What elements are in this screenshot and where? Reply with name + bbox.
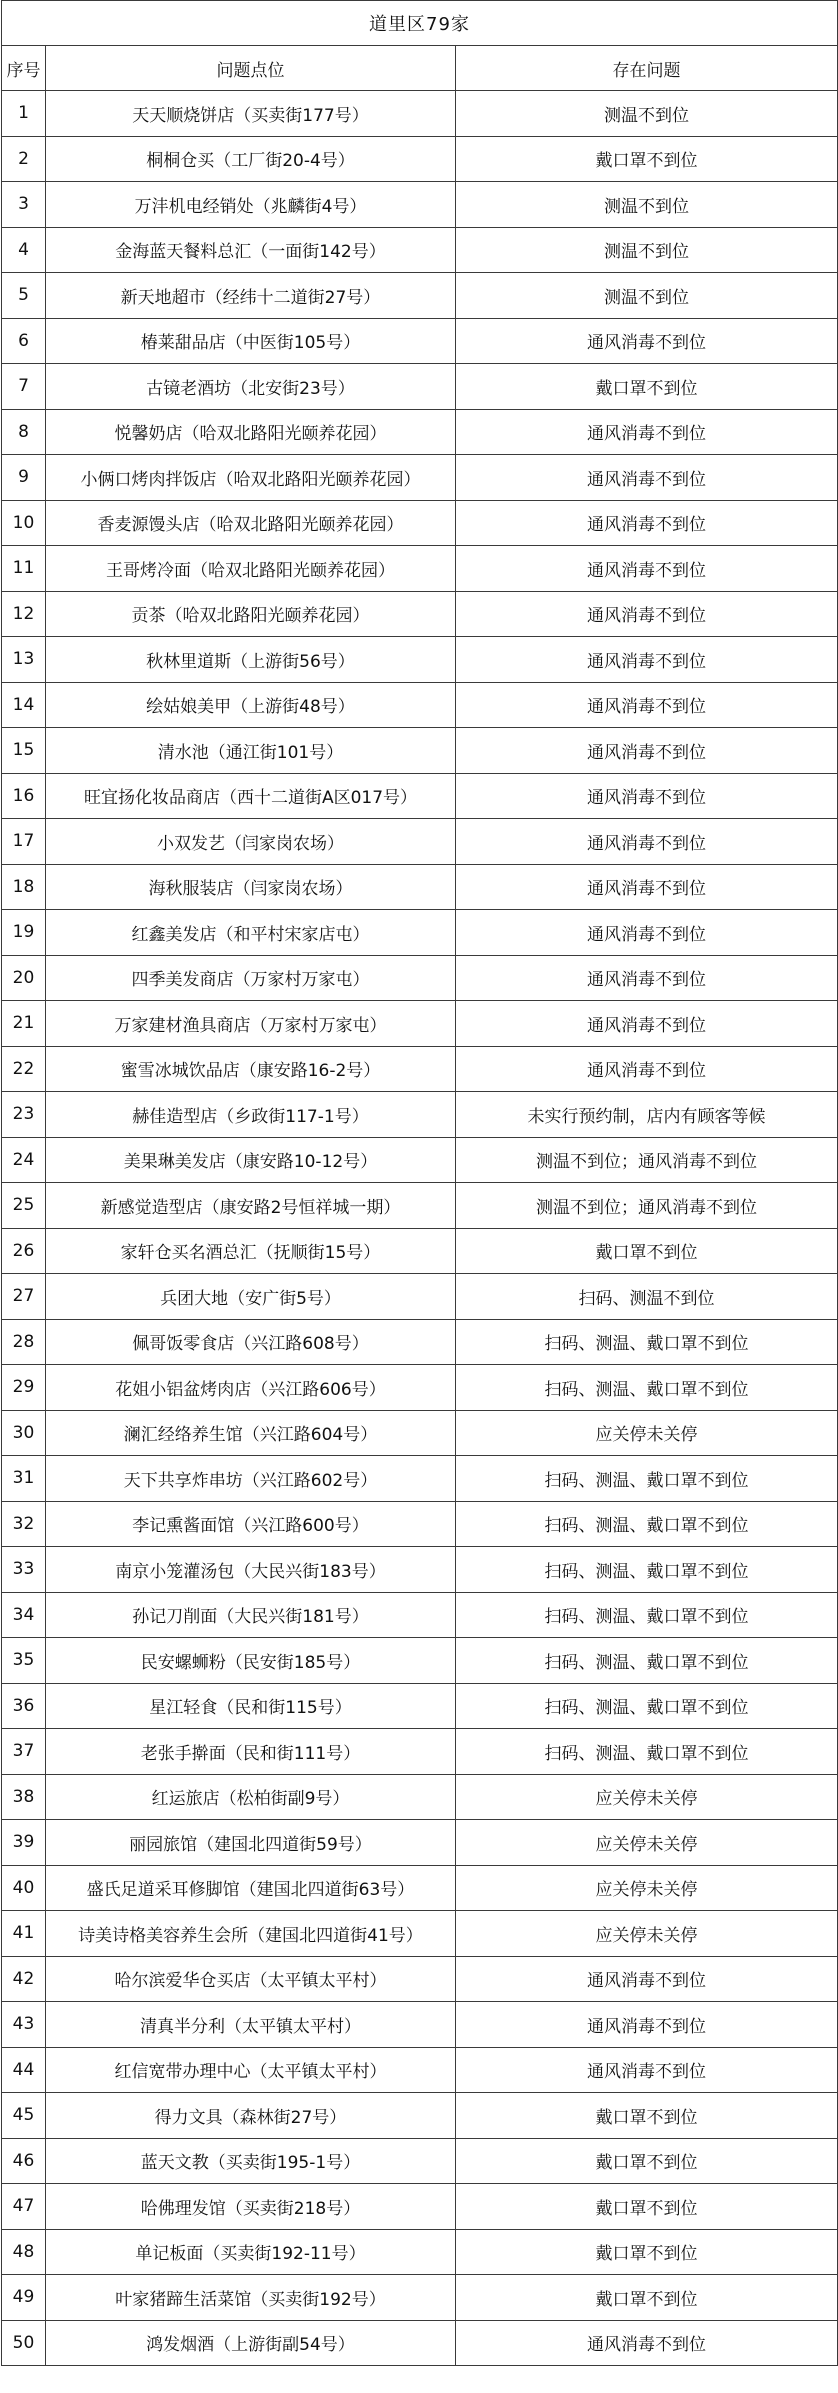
row-issue: 通风消毒不到位 <box>456 682 838 728</box>
row-issue: 通风消毒不到位 <box>456 1956 838 2002</box>
row-number: 41 <box>2 1911 46 1957</box>
row-location: 单记板面（买卖街192-11号） <box>46 2229 456 2275</box>
row-number: 32 <box>2 1501 46 1547</box>
row-location: 家轩仓买名酒总汇（抚顺街15号） <box>46 1228 456 1274</box>
table-row <box>2 227 838 273</box>
row-issue: 戴口罩不到位 <box>456 2138 838 2184</box>
row-number: 2 <box>2 136 46 182</box>
row-location: 哈佛理发馆（买卖街218号） <box>46 2184 456 2230</box>
row-issue: 戴口罩不到位 <box>456 2275 838 2321</box>
row-issue: 通风消毒不到位 <box>456 455 838 501</box>
table-row <box>2 1683 838 1729</box>
row-location: 小俩口烤肉拌饭店（哈双北路阳光颐养花园） <box>46 455 456 501</box>
row-issue: 通风消毒不到位 <box>456 2047 838 2093</box>
row-number: 38 <box>2 1774 46 1820</box>
row-number: 17 <box>2 819 46 865</box>
row-location: 诗美诗格美容养生会所（建国北四道街41号） <box>46 1911 456 1957</box>
row-number: 40 <box>2 1865 46 1911</box>
row-number: 18 <box>2 864 46 910</box>
row-location: 悦馨奶店（哈双北路阳光颐养花园） <box>46 409 456 455</box>
table-row <box>2 682 838 728</box>
row-number: 9 <box>2 455 46 501</box>
row-issue: 通风消毒不到位 <box>456 546 838 592</box>
row-issue: 通风消毒不到位 <box>456 591 838 637</box>
table-row <box>2 1547 838 1593</box>
table-row <box>2 591 838 637</box>
row-issue: 戴口罩不到位 <box>456 2093 838 2139</box>
row-issue: 扫码、测温、戴口罩不到位 <box>456 1456 838 1502</box>
row-issue: 通风消毒不到位 <box>456 318 838 364</box>
table-row <box>2 1183 838 1229</box>
row-issue: 扫码、测温、戴口罩不到位 <box>456 1319 838 1365</box>
row-location: 美果琳美发店（康安路10-12号） <box>46 1137 456 1183</box>
row-number: 44 <box>2 2047 46 2093</box>
row-issue: 通风消毒不到位 <box>456 2320 838 2366</box>
row-location: 天下共享炸串坊（兴江路602号） <box>46 1456 456 1502</box>
row-issue: 戴口罩不到位 <box>456 2229 838 2275</box>
row-issue: 扫码、测温、戴口罩不到位 <box>456 1729 838 1775</box>
row-number: 25 <box>2 1183 46 1229</box>
header-row <box>2 46 838 91</box>
row-location: 澜汇经络养生馆（兴江路604号） <box>46 1410 456 1456</box>
table-row <box>2 1911 838 1957</box>
row-issue: 应关停未关停 <box>456 1410 838 1456</box>
row-issue: 测温不到位；通风消毒不到位 <box>456 1137 838 1183</box>
table-row <box>2 2275 838 2321</box>
row-number: 39 <box>2 1820 46 1866</box>
row-location: 新感觉造型店（康安路2号恒祥城一期） <box>46 1183 456 1229</box>
row-number: 26 <box>2 1228 46 1274</box>
row-location: 贡茶（哈双北路阳光颐养花园） <box>46 591 456 637</box>
table-row <box>2 2047 838 2093</box>
row-location: 红信宽带办理中心（太平镇太平村） <box>46 2047 456 2093</box>
row-location: 万沣机电经销处（兆麟街4号） <box>46 182 456 228</box>
row-issue: 测温不到位；通风消毒不到位 <box>456 1183 838 1229</box>
row-location: 万家建材渔具商店（万家村万家屯） <box>46 1001 456 1047</box>
row-location: 秋林里道斯（上游街56号） <box>46 637 456 683</box>
table-row <box>2 955 838 1001</box>
row-issue: 未实行预约制，店内有顾客等候 <box>456 1092 838 1138</box>
table-row <box>2 500 838 546</box>
row-number: 48 <box>2 2229 46 2275</box>
row-issue: 戴口罩不到位 <box>456 364 838 410</box>
table-row <box>2 409 838 455</box>
row-issue: 通风消毒不到位 <box>456 773 838 819</box>
row-issue: 通风消毒不到位 <box>456 910 838 956</box>
row-issue: 通风消毒不到位 <box>456 2002 838 2048</box>
row-number: 29 <box>2 1365 46 1411</box>
table-row <box>2 1228 838 1274</box>
row-location: 南京小笼灌汤包（大民兴街183号） <box>46 1547 456 1593</box>
table-row <box>2 910 838 956</box>
row-issue: 戴口罩不到位 <box>456 2184 838 2230</box>
table-row <box>2 1046 838 1092</box>
row-location: 旺宜扬化妆品商店（西十二道街A区017号） <box>46 773 456 819</box>
table-row <box>2 773 838 819</box>
row-number: 50 <box>2 2320 46 2366</box>
row-location: 小双发艺（闫家岗农场） <box>46 819 456 865</box>
row-number: 42 <box>2 1956 46 2002</box>
row-issue: 通风消毒不到位 <box>456 864 838 910</box>
table-row <box>2 2320 838 2366</box>
row-location: 丽园旅馆（建国北四道街59号） <box>46 1820 456 1866</box>
table-row <box>2 1137 838 1183</box>
table-row <box>2 273 838 319</box>
table-row <box>2 455 838 501</box>
table-row <box>2 91 838 137</box>
row-issue: 测温不到位 <box>456 273 838 319</box>
table-row <box>2 182 838 228</box>
table-row <box>2 318 838 364</box>
row-number: 3 <box>2 182 46 228</box>
row-location: 绘姑娘美甲（上游街48号） <box>46 682 456 728</box>
table-row <box>2 864 838 910</box>
table-row <box>2 1774 838 1820</box>
row-number: 13 <box>2 637 46 683</box>
row-location: 李记熏酱面馆（兴江路600号） <box>46 1501 456 1547</box>
row-issue: 通风消毒不到位 <box>456 819 838 865</box>
row-location: 叶家猪蹄生活菜馆（买卖街192号） <box>46 2275 456 2321</box>
row-number: 43 <box>2 2002 46 2048</box>
row-location: 红运旅店（松柏街副9号） <box>46 1774 456 1820</box>
table-row <box>2 1092 838 1138</box>
row-issue: 通风消毒不到位 <box>456 637 838 683</box>
row-location: 金海蓝天餐料总汇（一面街142号） <box>46 227 456 273</box>
row-number: 45 <box>2 2093 46 2139</box>
row-issue: 测温不到位 <box>456 227 838 273</box>
header-issue: 存在问题 <box>456 46 838 91</box>
row-location: 桐桐仓买（工厂街20-4号） <box>46 136 456 182</box>
table-row <box>2 1501 838 1547</box>
row-number: 15 <box>2 728 46 774</box>
row-location: 老张手擀面（民和街111号） <box>46 1729 456 1775</box>
table-title: 道里区79家 <box>2 1 838 46</box>
row-issue: 通风消毒不到位 <box>456 500 838 546</box>
row-location: 清真半分利（太平镇太平村） <box>46 2002 456 2048</box>
row-location: 清水池（通江街101号） <box>46 728 456 774</box>
table-row <box>2 1592 838 1638</box>
row-issue: 扫码、测温、戴口罩不到位 <box>456 1365 838 1411</box>
row-location: 民安螺蛳粉（民安街185号） <box>46 1638 456 1684</box>
header-number: 序号 <box>2 46 46 91</box>
row-number: 11 <box>2 546 46 592</box>
table-row <box>2 1319 838 1365</box>
row-location: 鸿发烟酒（上游街副54号） <box>46 2320 456 2366</box>
table-row <box>2 728 838 774</box>
table-row <box>2 1365 838 1411</box>
table-row <box>2 819 838 865</box>
row-issue: 通风消毒不到位 <box>456 1046 838 1092</box>
row-number: 46 <box>2 2138 46 2184</box>
row-issue: 通风消毒不到位 <box>456 409 838 455</box>
table-row <box>2 1956 838 2002</box>
row-location: 得力文具（森林街27号） <box>46 2093 456 2139</box>
row-location: 星江轻食（民和街115号） <box>46 1683 456 1729</box>
table-row <box>2 136 838 182</box>
row-number: 28 <box>2 1319 46 1365</box>
row-location: 蜜雪冰城饮品店（康安路16-2号） <box>46 1046 456 1092</box>
table-body <box>2 91 838 2366</box>
row-number: 14 <box>2 682 46 728</box>
row-location: 天天顺烧饼店（买卖街177号） <box>46 91 456 137</box>
table-row <box>2 1274 838 1320</box>
row-number: 6 <box>2 318 46 364</box>
table-row <box>2 546 838 592</box>
table-row <box>2 637 838 683</box>
row-issue: 戴口罩不到位 <box>456 1228 838 1274</box>
row-location: 佩哥饭零食店（兴江路608号） <box>46 1319 456 1365</box>
row-number: 22 <box>2 1046 46 1092</box>
table-row <box>2 1820 838 1866</box>
row-issue: 通风消毒不到位 <box>456 1001 838 1047</box>
row-number: 23 <box>2 1092 46 1138</box>
row-number: 12 <box>2 591 46 637</box>
row-number: 20 <box>2 955 46 1001</box>
row-number: 27 <box>2 1274 46 1320</box>
row-number: 47 <box>2 2184 46 2230</box>
row-location: 新天地超市（经纬十二道街27号） <box>46 273 456 319</box>
row-location: 赫佳造型店（乡政街117-1号） <box>46 1092 456 1138</box>
header-location: 问题点位 <box>46 46 456 91</box>
row-location: 花姐小铝盆烤肉店（兴江路606号） <box>46 1365 456 1411</box>
row-number: 36 <box>2 1683 46 1729</box>
row-issue: 扫码、测温、戴口罩不到位 <box>456 1638 838 1684</box>
row-number: 8 <box>2 409 46 455</box>
row-issue: 扫码、测温、戴口罩不到位 <box>456 1683 838 1729</box>
row-location: 古镜老酒坊（北安街23号） <box>46 364 456 410</box>
row-number: 16 <box>2 773 46 819</box>
row-location: 红鑫美发店（和平村宋家店屯） <box>46 910 456 956</box>
row-number: 10 <box>2 500 46 546</box>
row-number: 7 <box>2 364 46 410</box>
row-location: 孙记刀削面（大民兴街181号） <box>46 1592 456 1638</box>
row-location: 蓝天文教（买卖街195-1号） <box>46 2138 456 2184</box>
row-issue: 扫码、测温、戴口罩不到位 <box>456 1501 838 1547</box>
row-location: 香麦源馒头店（哈双北路阳光颐养花园） <box>46 500 456 546</box>
row-number: 31 <box>2 1456 46 1502</box>
table-row <box>2 2138 838 2184</box>
row-location: 四季美发商店（万家村万家屯） <box>46 955 456 1001</box>
row-number: 37 <box>2 1729 46 1775</box>
table-row <box>2 2002 838 2048</box>
row-issue: 应关停未关停 <box>456 1820 838 1866</box>
table-row <box>2 1001 838 1047</box>
table-row <box>2 2093 838 2139</box>
table-title-row <box>2 1 838 46</box>
row-issue: 扫码、测温、戴口罩不到位 <box>456 1592 838 1638</box>
row-number: 24 <box>2 1137 46 1183</box>
table-row <box>2 1865 838 1911</box>
row-location: 哈尔滨爱华仓买店（太平镇太平村） <box>46 1956 456 2002</box>
row-number: 19 <box>2 910 46 956</box>
row-number: 1 <box>2 91 46 137</box>
row-number: 35 <box>2 1638 46 1684</box>
row-location: 盛氏足道采耳修脚馆（建国北四道街63号） <box>46 1865 456 1911</box>
row-issue: 应关停未关停 <box>456 1911 838 1957</box>
table-row <box>2 2184 838 2230</box>
table-row <box>2 364 838 410</box>
row-number: 30 <box>2 1410 46 1456</box>
row-issue: 通风消毒不到位 <box>456 728 838 774</box>
row-issue: 应关停未关停 <box>456 1774 838 1820</box>
row-number: 5 <box>2 273 46 319</box>
table-row <box>2 1410 838 1456</box>
row-location: 王哥烤冷面（哈双北路阳光颐养花园） <box>46 546 456 592</box>
row-issue: 应关停未关停 <box>456 1865 838 1911</box>
row-issue: 扫码、测温不到位 <box>456 1274 838 1320</box>
table-row <box>2 1729 838 1775</box>
table-row <box>2 2229 838 2275</box>
row-number: 21 <box>2 1001 46 1047</box>
row-issue: 测温不到位 <box>456 91 838 137</box>
row-location: 兵团大地（安广街5号） <box>46 1274 456 1320</box>
row-number: 4 <box>2 227 46 273</box>
row-number: 33 <box>2 1547 46 1593</box>
row-number: 49 <box>2 2275 46 2321</box>
row-issue: 测温不到位 <box>456 182 838 228</box>
table-row <box>2 1638 838 1684</box>
row-issue: 通风消毒不到位 <box>456 955 838 1001</box>
row-location: 海秋服装店（闫家岗农场） <box>46 864 456 910</box>
row-location: 椿莱甜品店（中医街105号） <box>46 318 456 364</box>
row-issue: 扫码、测温、戴口罩不到位 <box>456 1547 838 1593</box>
inspection-table <box>1 0 838 2366</box>
row-issue: 戴口罩不到位 <box>456 136 838 182</box>
row-number: 34 <box>2 1592 46 1638</box>
table-row <box>2 1456 838 1502</box>
